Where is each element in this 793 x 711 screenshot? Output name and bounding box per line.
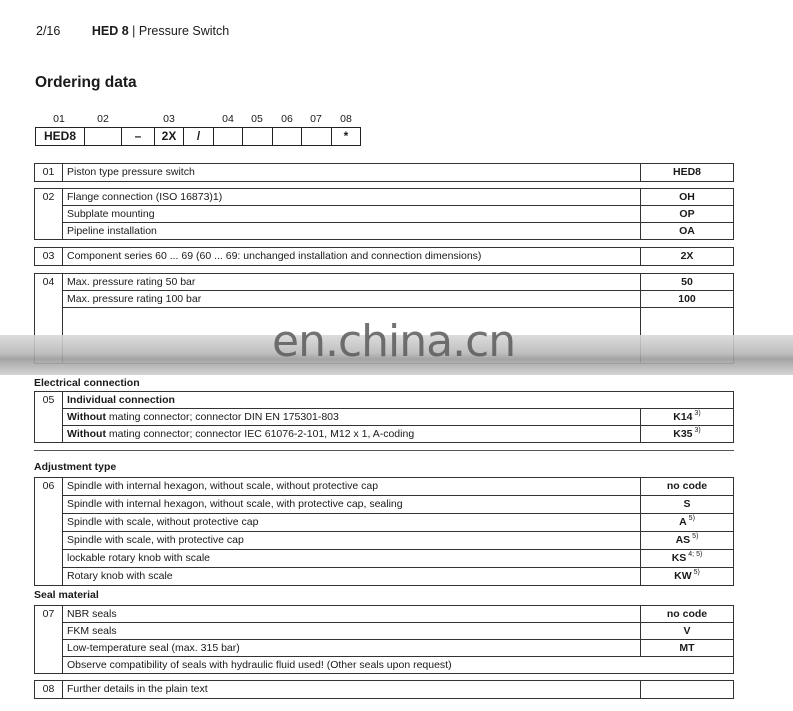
option-code: 2X xyxy=(641,248,734,266)
description-text: mating connector; connector DIN EN 175301-803 xyxy=(105,410,339,423)
table-row xyxy=(35,206,734,223)
table-row xyxy=(35,392,734,409)
code-text: KS xyxy=(671,552,687,564)
option-description: lockable rotary knob with scale xyxy=(63,550,641,568)
option-code: 100 xyxy=(641,291,734,308)
page-header xyxy=(36,24,229,38)
table-row xyxy=(35,248,734,266)
section-number: 07 xyxy=(35,606,63,674)
option-code: HED8 xyxy=(641,164,734,182)
option-code xyxy=(641,514,734,532)
code-box: 2X xyxy=(154,127,184,146)
page-title: Ordering data xyxy=(35,74,137,91)
code-box: * xyxy=(331,127,361,146)
table-03 xyxy=(34,247,734,266)
option-description: Max. pressure rating 50 bar xyxy=(63,274,641,291)
product-name: Pressure Switch xyxy=(138,24,230,38)
divider xyxy=(34,450,734,451)
code-column-number: 05 xyxy=(251,113,263,125)
code-column-number: 08 xyxy=(340,113,352,125)
option-code: V xyxy=(641,623,734,640)
option-code xyxy=(641,550,734,568)
footnote: 4; 5) xyxy=(688,551,703,558)
code-box: – xyxy=(121,127,155,146)
table-05 xyxy=(34,391,734,443)
emphasis: Without xyxy=(67,410,106,423)
table-row xyxy=(35,532,734,550)
table-row xyxy=(35,550,734,568)
code-column-number: 01 xyxy=(53,113,65,125)
code-column-number: 07 xyxy=(310,113,322,125)
option-description: Spindle with scale, without protective cap xyxy=(63,514,641,532)
option-code: no code xyxy=(641,606,734,623)
option-code xyxy=(641,426,734,443)
option-code: OP xyxy=(641,206,734,223)
option-code xyxy=(641,532,734,550)
header-separator: | xyxy=(132,24,136,38)
table-row xyxy=(35,657,734,674)
table-row xyxy=(35,568,734,586)
section-number: 02 xyxy=(35,189,63,240)
table-02 xyxy=(34,188,734,240)
option-code xyxy=(641,409,734,426)
table-row xyxy=(35,426,734,443)
code-column-number: 06 xyxy=(281,113,293,125)
option-description: Spindle with internal hexagon, without scale, with protective cap, sealing xyxy=(63,496,641,514)
code-text: AS xyxy=(675,534,691,546)
option-description: Spindle with internal hexagon, without scale, without protective cap xyxy=(63,478,641,496)
option-code: MT xyxy=(641,640,734,657)
section-heading: Seal material xyxy=(34,589,99,601)
footnote: 3) xyxy=(694,426,701,434)
option-description xyxy=(63,426,641,443)
footnote: 5) xyxy=(692,533,699,540)
option-description: Component series 60 ... 69 (60 ... 69: unchanged installation and connection dimensions) xyxy=(63,248,641,266)
table-07 xyxy=(34,605,734,674)
option-description: Spindle with scale, with protective cap xyxy=(63,532,641,550)
code-text: S xyxy=(683,498,691,510)
section-number: 01 xyxy=(35,164,63,182)
seal-note: Observe compatibility of seals with hydraulic fluid used! (Other seals upon request) xyxy=(63,657,734,674)
table-row xyxy=(35,496,734,514)
code-text: K14 xyxy=(673,410,693,423)
option-code: OA xyxy=(641,223,734,240)
section-heading: Electrical connection xyxy=(34,377,140,389)
footnote: 5) xyxy=(693,569,700,576)
table-row xyxy=(35,606,734,623)
code-box: HED8 xyxy=(35,127,85,146)
option-code xyxy=(641,568,734,586)
option-code: 50 xyxy=(641,274,734,291)
code-text: K35 xyxy=(673,427,693,440)
footnote: 3) xyxy=(694,409,701,417)
option-description: Max. pressure rating 100 bar xyxy=(63,291,641,308)
option-description: Low-temperature seal (max. 315 bar) xyxy=(63,640,641,657)
code-column-number: 04 xyxy=(222,113,234,125)
table-row xyxy=(35,291,734,308)
table-row xyxy=(35,514,734,532)
code-column-number: 02 xyxy=(97,113,109,125)
code-box: / xyxy=(183,127,214,146)
code-text: no code xyxy=(666,480,708,492)
table-row xyxy=(35,164,734,182)
table-01 xyxy=(34,163,734,182)
footnote: 5) xyxy=(688,515,695,522)
section-number: 05 xyxy=(35,392,63,443)
code-box xyxy=(84,127,122,146)
description-text: mating connector; connector IEC 61076-2-101, M12 x 1, A-coding xyxy=(105,427,415,440)
option-description: Flange connection (ISO 16873)1) xyxy=(63,189,641,206)
option-description: FKM seals xyxy=(63,623,641,640)
option-description: Rotary knob with scale xyxy=(63,568,641,586)
section-number: 04 xyxy=(35,274,63,364)
emphasis: Without xyxy=(67,427,106,440)
section-number: 03 xyxy=(35,248,63,266)
section-number: 08 xyxy=(35,681,63,699)
code-box xyxy=(272,127,302,146)
product-code: HED 8 xyxy=(91,24,129,38)
table-row xyxy=(35,478,734,496)
option-description: NBR seals xyxy=(63,606,641,623)
code-column-number: 03 xyxy=(163,113,175,125)
group-label: Individual connection xyxy=(63,392,734,409)
table-06 xyxy=(34,477,734,586)
section-number: 06 xyxy=(35,478,63,586)
table-row xyxy=(35,623,734,640)
code-box xyxy=(301,127,332,146)
table-row xyxy=(35,189,734,206)
table-row xyxy=(35,223,734,240)
option-code xyxy=(641,496,734,514)
code-text: A xyxy=(679,516,687,528)
option-description: Piston type pressure switch xyxy=(63,164,641,182)
option-description: Subplate mounting xyxy=(63,206,641,223)
section-heading: Adjustment type xyxy=(34,461,117,473)
option-code xyxy=(641,478,734,496)
option-description: Further details in the plain text xyxy=(63,681,641,699)
table-08 xyxy=(34,680,734,699)
option-code xyxy=(641,681,734,699)
code-box xyxy=(242,127,273,146)
option-code: OH xyxy=(641,189,734,206)
watermark: en.china.cn xyxy=(272,316,516,367)
table-row xyxy=(35,409,734,426)
table-row xyxy=(35,274,734,291)
page-number: 2/16 xyxy=(36,24,61,38)
code-box xyxy=(213,127,243,146)
table-row xyxy=(35,681,734,699)
table-row xyxy=(35,640,734,657)
option-description: Pipeline installation xyxy=(63,223,641,240)
option-description xyxy=(63,409,641,426)
code-text: KW xyxy=(674,570,692,582)
